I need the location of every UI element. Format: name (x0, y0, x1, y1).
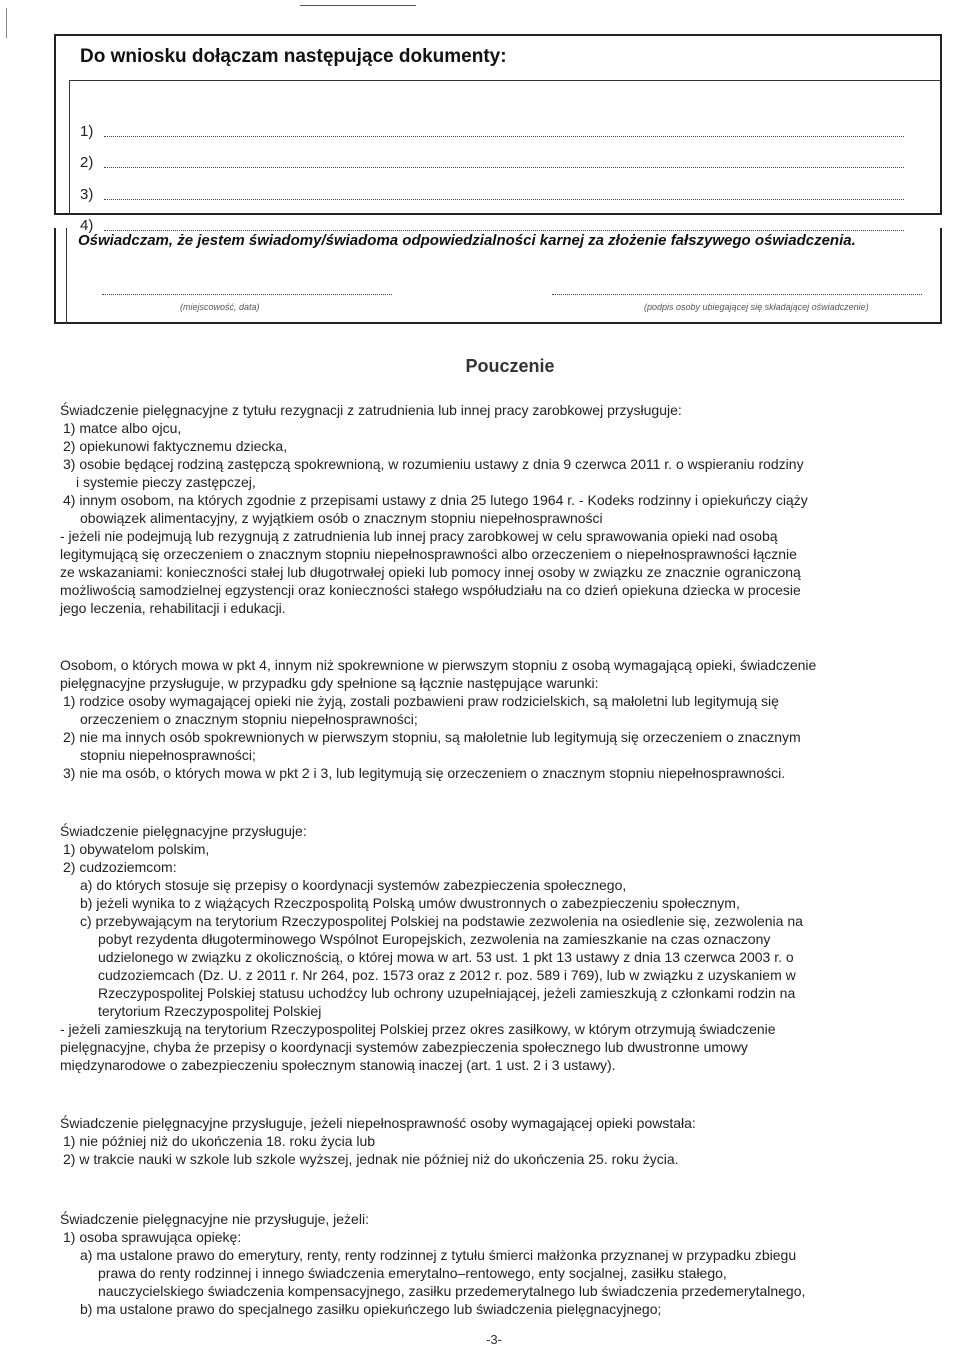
text-line: a) ma ustalone prawo do emerytury, renty, renty rodzinnej z tytułu śmierci małżonka przyznanej w przypadku zbiegu (80, 1247, 797, 1263)
text-line: obowiązek alimentacyjny, z wyjątkiem osób o znacznym stopniu niepełnosprawności (80, 510, 603, 526)
pouczenie-title: Pouczenie (465, 356, 555, 376)
page-number: -3- (486, 1332, 502, 1347)
text-line: 2) cudzoziemcom: (63, 859, 177, 875)
place-date-caption: (miejscowość, data) (180, 302, 260, 312)
text-line: i systemie pieczy zastępczej, (76, 474, 256, 490)
text-line: prawa do renty rodzinnej i innego świadczenia emerytalno–rentowego, enty socjalnej, zasiłku stałego, (98, 1265, 727, 1281)
text-line: 1) osoba sprawująca opiekę: (63, 1229, 242, 1245)
signature-line[interactable] (552, 294, 922, 295)
text-line: 1) nie później niż do ukończenia 18. roku życia lub (63, 1133, 376, 1149)
text-line: - jeżeli zamieszkują na terytorium Rzeczypospolitej Polskiej przez okres zasiłkowy, w którym otrzymują świadczenie (60, 1021, 776, 1037)
text-line: 1) rodzice osoby wymagającej opieki nie żyją, zostali pozbawieni praw rodzicielskich, są małoletni lub legitymują się (63, 693, 779, 709)
text-line: 4) innym osobom, na których zgodnie z przepisami ustawy z dnia 25 lutego 1964 r. - Kodeks rodzinny i opiekuńczy ciąży (63, 492, 808, 508)
text-line: b) ma ustalone prawo do specjalnego zasiłku opiekuńczego lub świadczenia pielęgnacyjnego; (80, 1301, 662, 1317)
text-line: międzynarodowe o zabezpieczeniu społecznym stanowią inaczej (art. 1 ust. 2 i 3 ustawy). (60, 1057, 616, 1073)
document-fill-line (104, 199, 904, 200)
text-line: Świadczenie pielęgnacyjne przysługuje, jeżeli niepełnosprawność osoby wymagającej opieki powstała: (60, 1115, 696, 1131)
text-line: Rzeczypospolitej Polskiej statusu uchodźcy lub ochrony uzupełniającej, jeżeli zamieszkują z członkami rodzin na (98, 985, 796, 1001)
text-line: pielęgnacyjne, chyba że przepisy o koordynacji systemów zabezpieczenia społecznego lub dwustronne umowy (60, 1039, 748, 1055)
documents-list (69, 80, 942, 234)
text-line: 1) matce albo ojcu, (63, 420, 182, 436)
document-item-3[interactable] (80, 186, 104, 203)
text-line: udzielonego w związku z okolicznością, o której mowa w art. 53 ust. 1 pkt 13 ustawy z dnia 13 czerwca 2003 r. o (98, 949, 794, 965)
document-item-number: 1) (80, 123, 94, 140)
margin-tick (6, 8, 7, 38)
text-line: pielęgnacyjne przysługuje, w przypadku gdy spełnione są łącznie następujące warunki: (60, 675, 599, 691)
text-line: pobyt rezydenta długoterminowego Wspólnot Europejskich, zezwolenia na zamieszkanie na czas oznaczony (98, 931, 771, 947)
text-line: legitymującą się orzeczeniem o znacznym stopniu niepełnosprawności albo orzeczeniem o niepełnosprawności łącznie (60, 546, 797, 562)
document-item-number: 4) (80, 217, 94, 234)
text-line: Świadczenie pielęgnacyjne przysługuje: (60, 823, 307, 839)
text-line: 3) osobie będącej rodziną zastępczą spokrewnioną, w rozumieniu ustawy z dnia 9 czerwca 2011 r. o wspieraniu rodziny (63, 456, 804, 472)
text-line: nauczycielskiego świadczenia kompensacyjnego, zasiłku przedemerytalnego lub świadczenia przedemerytalnego, (98, 1283, 806, 1299)
place-date-line[interactable] (102, 294, 392, 295)
declaration-text: Oświadczam, że jestem świadomy/świadoma odpowiedzialności karnej za złożenie fałszywego oświadczenia. (78, 232, 856, 249)
text-line: c) przebywającym na terytorium Rzeczypospolitej Polskiej na podstawie zezwolenia na osiedlenie się, zezwolenia na (80, 913, 803, 929)
text-line: Osobom, o których mowa w pkt 4, innym niż spokrewnione w pierwszym stopniu z osobą wymagającą opieki, świadczenie (60, 657, 817, 673)
document-item-1[interactable] (80, 123, 104, 140)
document-fill-line (104, 136, 904, 137)
top-rule (300, 5, 416, 6)
documents-title: Do wniosku dołączam następujące dokumenty: (80, 46, 507, 67)
text-line: możliwością samodzielnej egzystencji oraz konieczności stałego współudziału na co dzień opiekuna dziecka w procesie (60, 582, 801, 598)
document-item-number: 2) (80, 154, 94, 171)
text-line: b) jeżeli wynika to z wiążących Rzeczpospolitą Polską umów dwustronnych o zabezpieczeniu społecznym, (80, 895, 740, 911)
text-line: cudzoziemcach (Dz. U. z 2011 r. Nr 264, poz. 1573 oraz z 2012 r. poz. 589 i 769), lub w związku z uzyskaniem w (98, 967, 796, 983)
document-item-2[interactable] (80, 154, 104, 171)
document-fill-line (104, 167, 904, 168)
text-line: 2) nie ma innych osób spokrewnionych w pierwszym stopniu, są małoletnie lub legitymują się orzeczeniem o znacznym (63, 729, 801, 745)
text-line: a) do których stosuje się przepisy o koordynacji systemów zabezpieczenia społecznego, (80, 877, 627, 893)
text-line: Świadczenie pielęgnacyjne nie przysługuje, jeżeli: (60, 1211, 369, 1227)
text-line: 1) obywatelom polskim, (63, 841, 210, 857)
text-line: 2) w trakcie nauki w szkole lub szkole wyższej, jednak nie później niż do ukończenia 25. roku życia. (63, 1151, 679, 1167)
text-line: 2) opiekunowi faktycznemu dziecka, (63, 438, 288, 454)
text-line: terytorium Rzeczypospolitej Polskiej (98, 1003, 322, 1019)
signature-caption: (podpis osoby ubiegającej się składającej oświadczenie) (644, 302, 869, 312)
text-line: jego leczenia, rehabilitacji i edukacji. (60, 600, 286, 616)
text-line: 3) nie ma osób, o których mowa w pkt 2 i 3, lub legitymują się orzeczeniem o znacznym stopniu niepełnosprawności. (63, 765, 786, 781)
document-item-number: 3) (80, 186, 94, 203)
declaration-inner-border (66, 228, 71, 324)
text-line: ze wskazaniami: konieczności stałej lub długotrwałej opieki lub pomocy innej osoby w związku ze znacznie ograniczoną (60, 564, 801, 580)
text-line: orzeczeniem o znacznym stopniu niepełnosprawności; (80, 711, 418, 727)
documents-box (54, 34, 942, 234)
text-line: - jeżeli nie podejmują lub rezygnują z zatrudnienia lub innej pracy zarobkowej w celu sprawowania opieki nad osobą (60, 528, 778, 544)
text-line: stopniu niepełnosprawności; (80, 747, 256, 763)
declaration-box (54, 228, 942, 324)
text-line: Świadczenie pielęgnacyjne z tytułu rezygnacji z zatrudnienia lub innej pracy zarobkowej przysługuje: (60, 402, 682, 418)
